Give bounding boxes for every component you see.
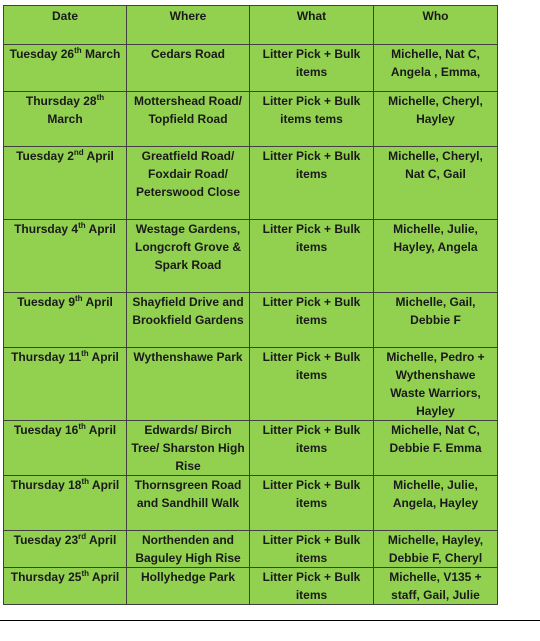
table-row	[4, 531, 498, 568]
cell-where: Shayfield Drive and Brookfield Gardens	[127, 293, 250, 348]
cell-what: Litter Pick + Bulk items	[250, 45, 374, 92]
cell-what: Litter Pick + Bulk items	[250, 348, 374, 421]
page-bottom-rule	[0, 620, 540, 621]
cell-where: Greatfield Road/ Foxdair Road/ Peterswood Close	[127, 147, 250, 220]
cell-what: Litter Pick + Bulk items	[250, 220, 374, 293]
cell-date: Thursday 18th April	[4, 476, 127, 531]
cell-where: Northenden and Baguley High Rise	[127, 531, 250, 568]
cell-date: Thursday 28th March	[4, 92, 127, 147]
table-row	[4, 568, 498, 605]
cell-what: Litter Pick + Bulk items	[250, 476, 374, 531]
cell-where: Mottershead Road/ Topfield Road	[127, 92, 250, 147]
header-what: What	[250, 6, 374, 45]
cell-who: Michelle, Julie, Hayley, Angela	[374, 220, 498, 293]
cell-date: Thursday 25th April	[4, 568, 127, 605]
cell-date: Tuesday 2nd April	[4, 147, 127, 220]
header-date: Date	[4, 6, 127, 45]
table-row	[4, 421, 498, 476]
litter-pick-schedule-table	[3, 5, 498, 605]
cell-who: Michelle, Gail, Debbie F	[374, 293, 498, 348]
cell-date: Thursday 11th April	[4, 348, 127, 421]
cell-who: Michelle, Julie, Angela, Hayley	[374, 476, 498, 531]
cell-who: Michelle, Cheryl, Hayley	[374, 92, 498, 147]
table-row	[4, 293, 498, 348]
cell-where: Wythenshawe Park	[127, 348, 250, 421]
table-body	[4, 45, 498, 605]
cell-where: Westage Gardens, Longcroft Grove & Spark Road	[127, 220, 250, 293]
cell-who: Michelle, Cheryl, Nat C, Gail	[374, 147, 498, 220]
table-row	[4, 147, 498, 220]
table-row	[4, 92, 498, 147]
cell-who: Michelle, Hayley, Debbie F, Cheryl	[374, 531, 498, 568]
cell-what: Litter Pick + Bulk items	[250, 531, 374, 568]
table-header	[4, 6, 498, 45]
cell-date: Tuesday 9th April	[4, 293, 127, 348]
header-row	[4, 6, 498, 45]
table-row	[4, 220, 498, 293]
header-where: Where	[127, 6, 250, 45]
cell-what: Litter Pick + Bulk items tems	[250, 92, 374, 147]
cell-where: Edwards/ Birch Tree/ Sharston High Rise	[127, 421, 250, 476]
cell-what: Litter Pick + Bulk items	[250, 293, 374, 348]
cell-date: Tuesday 23rd April	[4, 531, 127, 568]
cell-where: Cedars Road	[127, 45, 250, 92]
header-who: Who	[374, 6, 498, 45]
cell-where: Thornsgreen Road and Sandhill Walk	[127, 476, 250, 531]
schedule-sheet	[3, 5, 497, 605]
cell-who: Michelle, V135 + staff, Gail, Julie	[374, 568, 498, 605]
cell-who: Michelle, Pedro + Wythenshawe Waste Warriors, Hayley	[374, 348, 498, 421]
table-row	[4, 45, 498, 92]
cell-date: Thursday 4th April	[4, 220, 127, 293]
cell-what: Litter Pick + Bulk items	[250, 147, 374, 220]
cell-who: Michelle, Nat C, Debbie F. Emma	[374, 421, 498, 476]
table-row	[4, 476, 498, 531]
cell-who: Michelle, Nat C, Angela , Emma,	[374, 45, 498, 92]
cell-date: Tuesday 16th April	[4, 421, 127, 476]
cell-what: Litter Pick + Bulk items	[250, 568, 374, 605]
table-row	[4, 348, 498, 421]
cell-what: Litter Pick + Bulk items	[250, 421, 374, 476]
cell-date: Tuesday 26th March	[4, 45, 127, 92]
cell-where: Hollyhedge Park	[127, 568, 250, 605]
